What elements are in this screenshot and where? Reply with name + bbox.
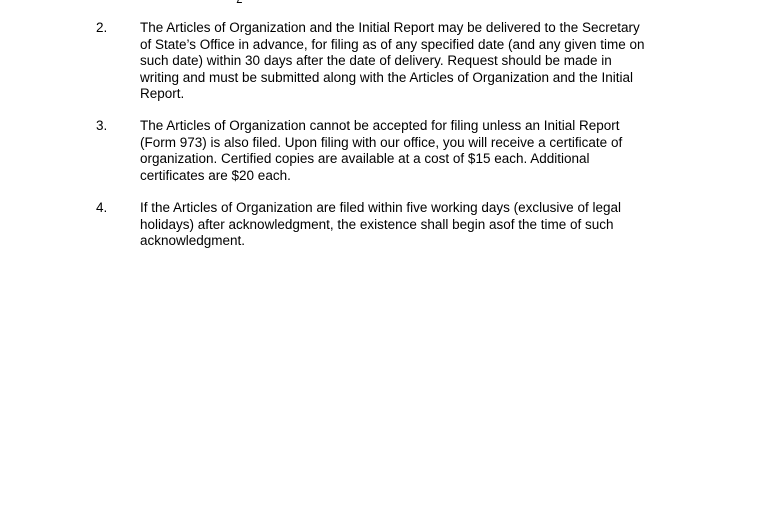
text-line: writing and must be submitted along with the Articles of Organization and the Initial: [140, 69, 634, 85]
text-line: (Form 973) is also filed. Upon filing with our office, you will receive a certificate of: [140, 134, 623, 150]
item-number: 2.: [96, 20, 108, 35]
clipped-text-fragment: [228, 0, 248, 4]
item-text: [140, 200, 660, 250]
text-line: If the Articles of Organization are filed within five working days (exclusive of legal: [140, 200, 621, 215]
text-line: The Articles of Organization and the Initial Report may be delivered to the Secretary: [140, 20, 640, 35]
text-line: such date) within 30 days after the date of delivery. Request should be made in: [140, 53, 612, 68]
item-number: 3.: [96, 118, 108, 133]
text-line: organization. Certified copies are available at a cost of $15 each. Additional: [140, 151, 590, 166]
text-line: holidays) after acknowledgment, the existence shall begin asof the time of such: [140, 216, 614, 232]
text-line: The Articles of Organization cannot be accepted for filing unless an Initial Report: [140, 118, 620, 133]
item-text: [140, 118, 660, 184]
item-number: 4.: [96, 200, 108, 215]
text-line: Report.: [140, 86, 185, 101]
item-text: [140, 20, 660, 103]
text-line: of State’s Office in advance, for filing as of any specified date (and any given time on: [140, 36, 645, 52]
text-line: acknowledgment.: [140, 233, 246, 248]
text-line: certificates are $20 each.: [140, 167, 291, 183]
